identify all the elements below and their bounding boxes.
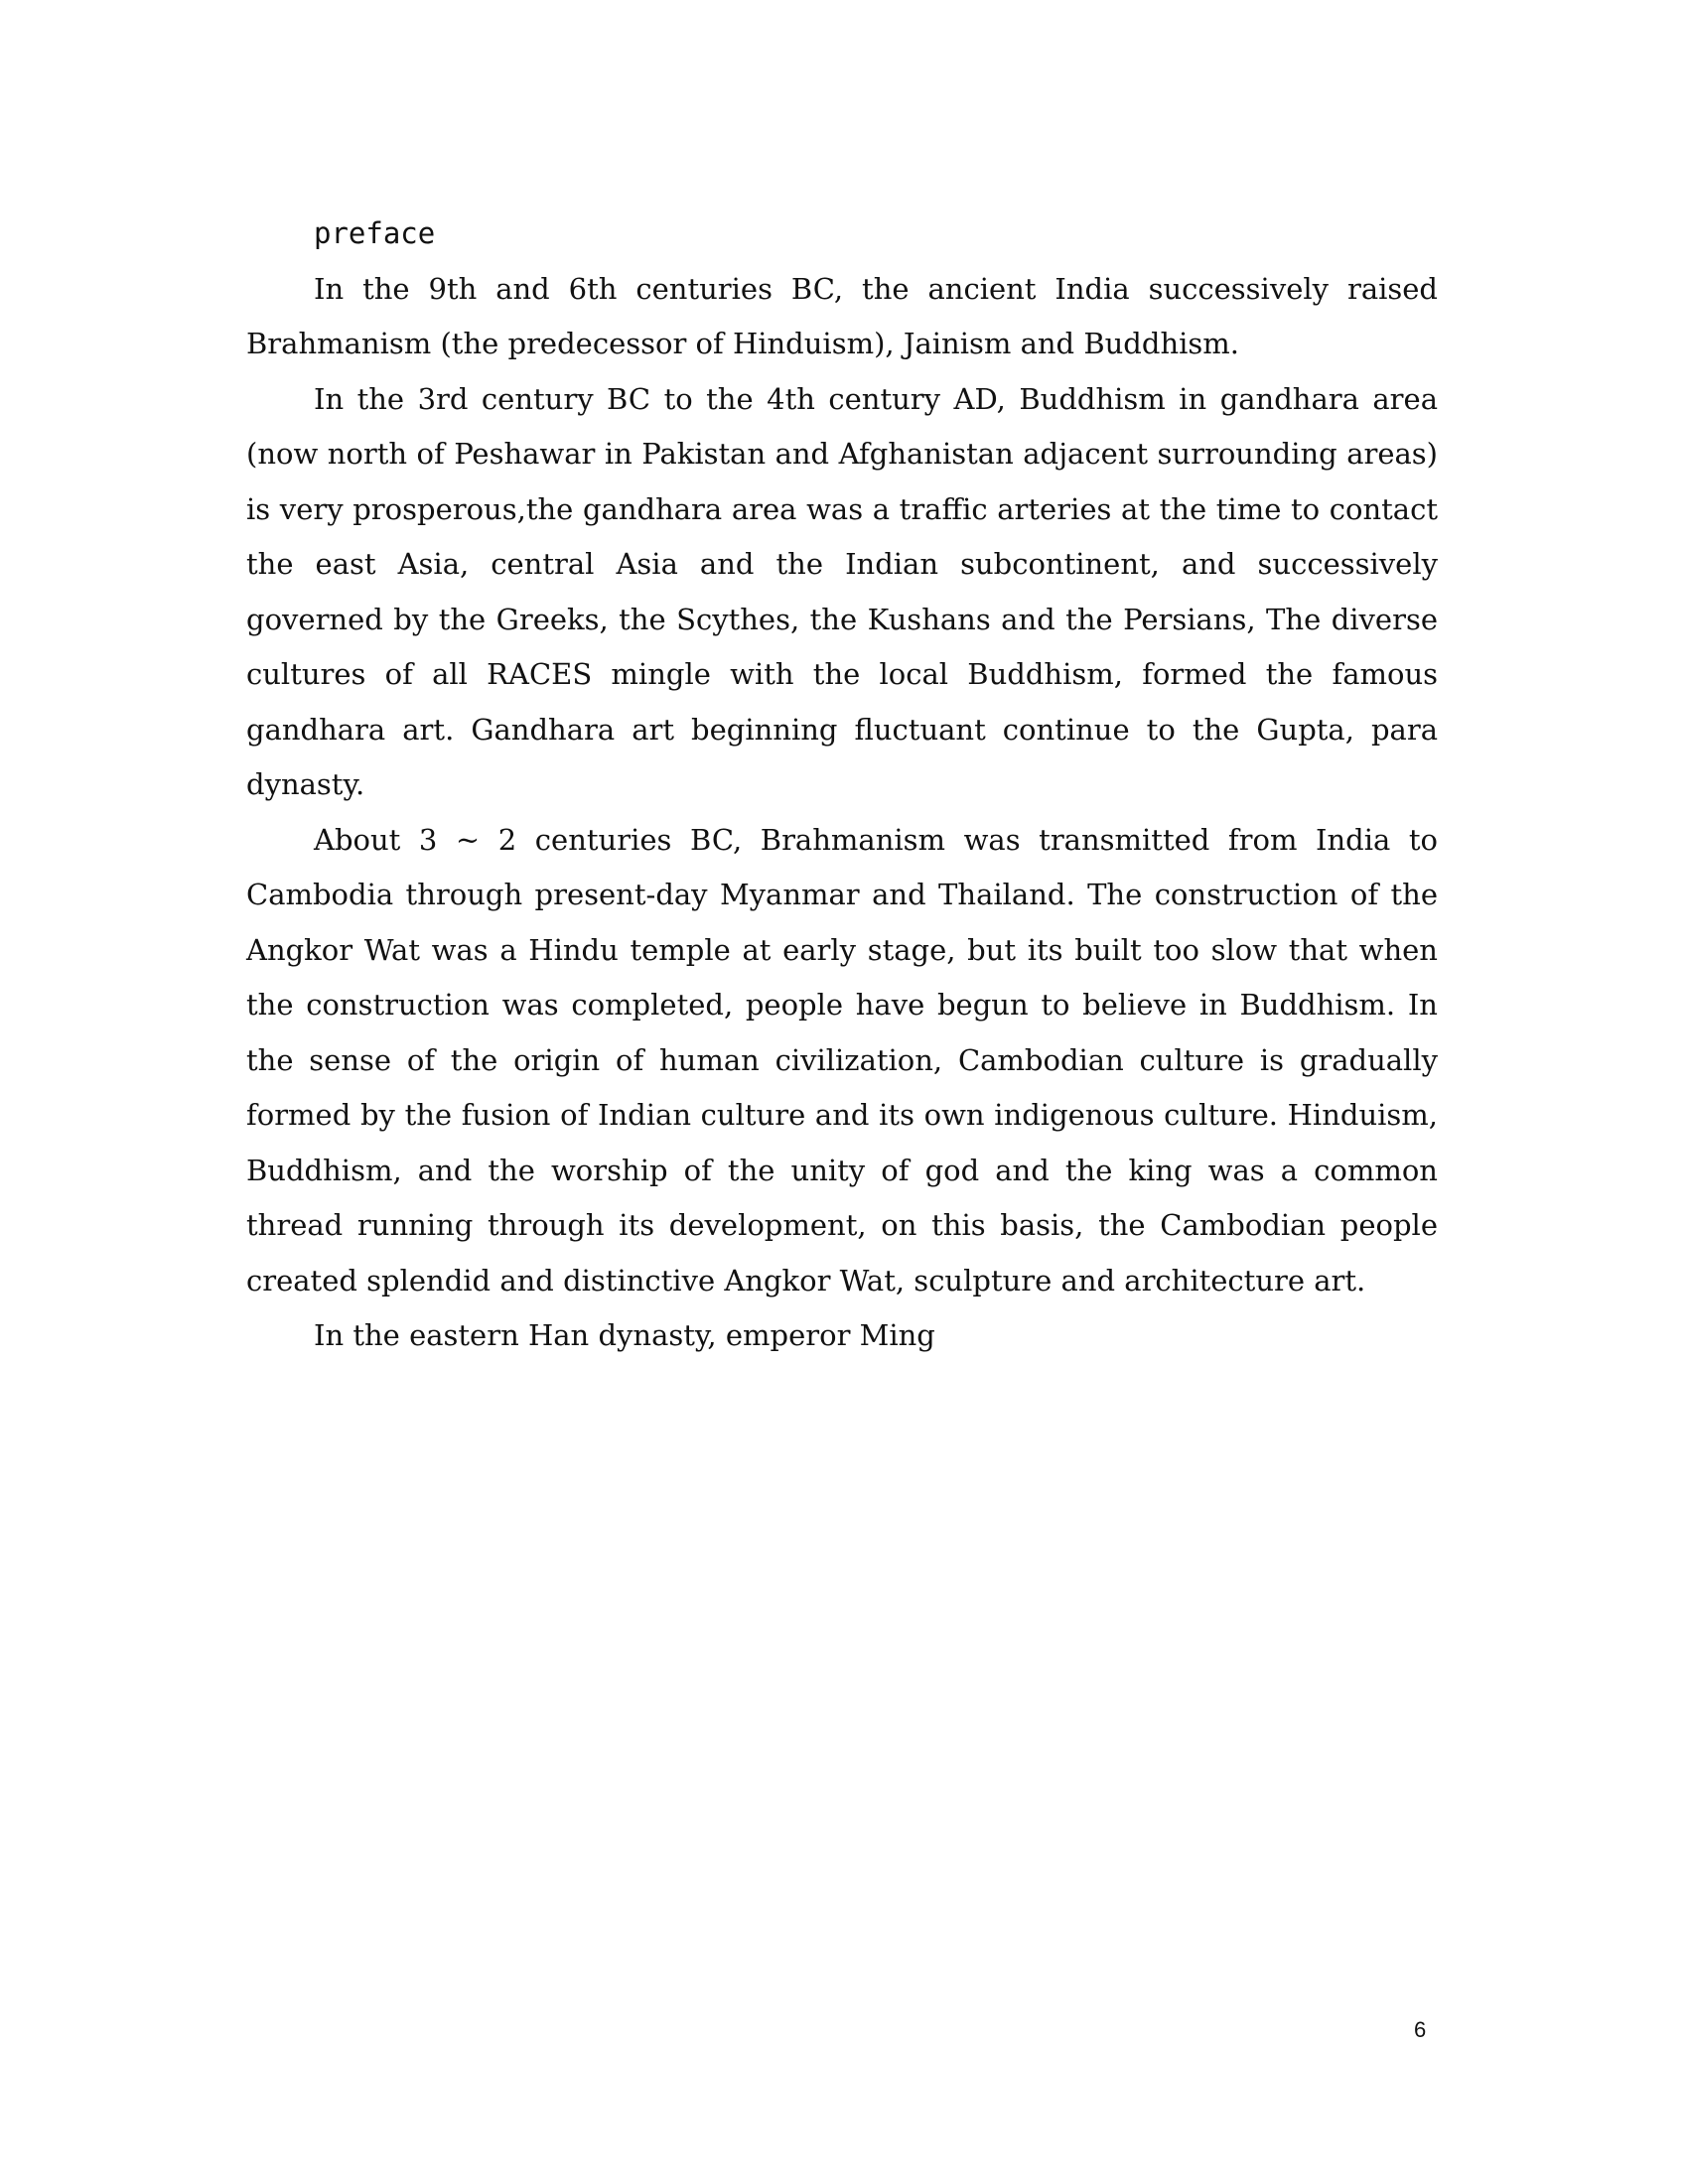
section-heading: preface [314, 216, 436, 250]
page-number: 6 [1414, 2017, 1427, 2042]
paragraph-2: In the 3rd century BC to the 4th century AD, Buddhism in gandhara area (now north of Peshawar in Pakistan and Afghanistan adjacent surrounding areas) is very prosperous,the gandhara area was a traffic arteries at the time to contact the east Asia, central Asia and the Indian subcontinent, and successively governed by the Greeks, the Scythes, the Kushans and the Persians, The diverse cultures of all RACES mingle with the local Buddhism, formed the famous gandhara art. Gandhara art beginning fluctuant continue to the Gupta, para dynasty. [246, 381, 1438, 801]
paragraph-1: In the 9th and 6th centuries BC, the ancient India successively raised Brahmanism (the predecessor of Hinduism), Jainism and Buddhism. [246, 271, 1438, 360]
paragraph-4: In the eastern Han dynasty, emperor Ming [314, 1318, 935, 1352]
document-body [246, 206, 1438, 1364]
paragraph-3: About 3 ~ 2 centuries BC, Brahmanism was transmitted from India to Cambodia through present-day Myanmar and Thailand. The construction of the Angkor Wat was a Hindu temple at early stage, but its built too slow that when the construction was completed, people have begun to believe in Buddhism. In the sense of the origin of human civilization, Cambodian culture is gradually formed by the fusion of Indian culture and its own indigenous culture. Hinduism, Buddhism, and the worship of the unity of god and the king was a common thread running through its development, on this basis, the Cambodian people created splendid and distinctive Angkor Wat, sculpture and architecture art. [246, 822, 1438, 1297]
